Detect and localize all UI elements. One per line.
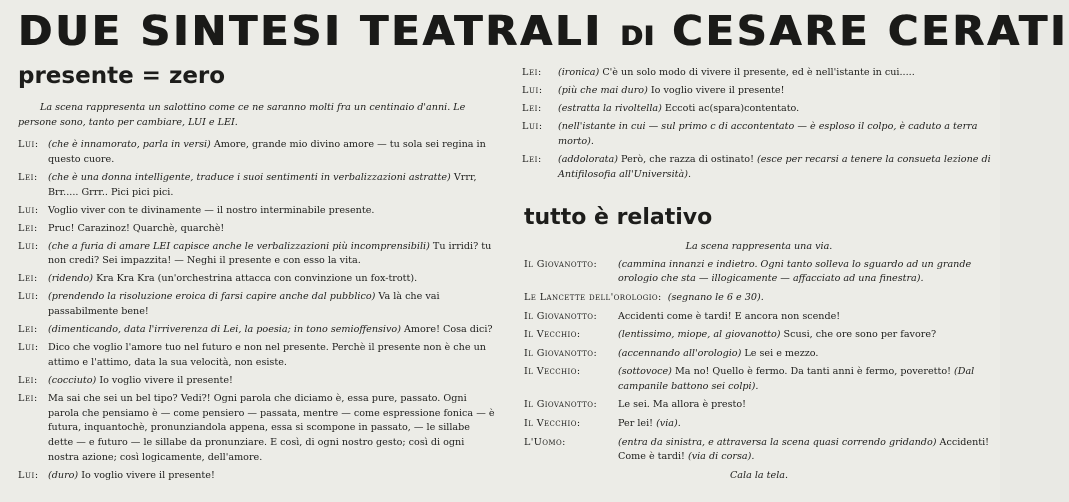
line-text	[618, 347, 994, 361]
play1-dialogue-continued	[522, 66, 992, 182]
dialogue-line	[524, 365, 994, 394]
line-text	[48, 171, 496, 201]
dialogue-line	[18, 272, 496, 287]
line-text	[48, 290, 496, 320]
play1-title: presente = zero	[18, 63, 226, 89]
play1-intro: La scena rappresenta un salottino come ce ne saranno molti fra un centinaio d'anni. Le persone sono, tanto per cambiare, LUI e LEI.	[18, 102, 466, 128]
line-text	[558, 120, 992, 150]
dialogue-line	[18, 290, 496, 320]
spoken-text: Amore! Cosa dici?	[400, 324, 493, 336]
line-text	[48, 240, 496, 270]
main-title-part3: CESARE CERATI	[654, 7, 1069, 55]
stage-direction: (cocciuto)	[48, 374, 97, 386]
speaker-name: L'Uomo:	[524, 436, 566, 448]
speaker-name: Lei:	[18, 392, 38, 404]
dialogue-line	[524, 417, 994, 431]
speaker-name: Il Giovanotto:	[524, 259, 598, 270]
dialogue-line	[18, 469, 496, 484]
line-text	[618, 310, 994, 324]
stage-direction: (ironica)	[558, 67, 600, 78]
speaker-name: Lei:	[522, 67, 542, 78]
play2-title: tutto è relativo	[524, 205, 713, 230]
line-text	[618, 258, 994, 287]
line-text	[48, 341, 496, 371]
dialogue-line	[18, 240, 496, 270]
dialogue-line	[522, 153, 992, 183]
speaker-name: Il Giovanotto:	[524, 310, 598, 322]
line-text	[618, 365, 994, 394]
stage-direction: (esce per recarsi a tenere la consueta lezione di Antifilosofia all'Università).	[558, 153, 991, 180]
speaker-name: Lui:	[522, 84, 543, 96]
spoken-text: Però, che razza di ostinato!	[618, 153, 757, 165]
stage-direction: (cammina innanzi e indietro. Ogni tanto solleva lo sguardo ad un grande orologio che sta — illogicamente — affacciato ad una finestra).	[618, 259, 972, 285]
spoken-text: Per lei!	[618, 417, 657, 429]
stage-direction: (duro)	[48, 470, 79, 481]
stage-direction: (che a furia di amare LEI capisce anche le verbalizzazioni più incomprensibili)	[48, 240, 430, 252]
speaker-name: Le Lancette dell'orologio:	[524, 292, 662, 303]
line-text	[48, 374, 496, 389]
dialogue-line	[18, 341, 496, 371]
spoken-text: Vrrr, Brr..... Grrr.. Pici pici pici.	[48, 171, 477, 198]
dialogue-line	[524, 398, 994, 412]
speaker-name: Lui:	[18, 291, 39, 303]
stage-direction: (estratta la rivoltella)	[558, 102, 662, 114]
spoken-text: Io voglio vivere il presente!	[96, 374, 233, 386]
line-text	[48, 392, 496, 466]
line-text	[48, 469, 496, 484]
speaker-name: Il Vecchio:	[524, 366, 581, 378]
speaker-name: Il Vecchio:	[524, 329, 581, 341]
spoken-text: Dico che voglio l'amore tuo nel futuro e non nel presente. Perchè il presente non è che un attimo e l'attimo, data la sua velocità, non esiste.	[48, 342, 486, 368]
line-text	[48, 323, 496, 338]
dialogue-line	[522, 84, 992, 99]
stage-direction: (via).	[656, 417, 681, 429]
spoken-text: Amore, grande mio divino amore — tu sola sei regina in questo cuore.	[48, 139, 486, 165]
main-title	[18, 4, 1069, 58]
play2-intro: La scena rappresenta una via.	[685, 241, 833, 252]
spoken-text: Accidenti come è tardi! E ancora non scende!	[618, 310, 841, 322]
line-text	[618, 398, 994, 412]
play1-continued	[522, 66, 992, 186]
speaker-name: Lui:	[18, 204, 39, 216]
speaker-name: Lei:	[522, 153, 542, 165]
stage-direction: (che è una donna intelligente, traduce i suoi sentimenti in verbalizzazioni astratte)	[48, 171, 451, 183]
line-text	[618, 328, 994, 342]
dialogue-line	[522, 102, 992, 117]
stage-direction: (più che mai duro)	[558, 84, 648, 96]
line-text	[558, 153, 992, 183]
speaker-name: Lei:	[18, 273, 38, 285]
play1-dialogue	[18, 138, 496, 484]
stage-direction: (Dal campanile battono sei colpi).	[618, 366, 975, 392]
spoken-text: Eccoti ac(spara)contentato.	[661, 102, 800, 114]
speaker-name: Lei:	[522, 102, 542, 114]
spoken-text: Scusi, che ore sono per favore?	[780, 329, 937, 341]
spoken-text: Io voglio vivere il presente!	[647, 84, 785, 96]
line-text	[48, 222, 496, 237]
dialogue-line	[18, 138, 496, 168]
line-text	[48, 272, 496, 287]
spoken-text: Pruc! Carazinoz! Quarchè, quarchè!	[48, 222, 225, 234]
line-text	[668, 291, 994, 305]
dialogue-line	[522, 120, 992, 150]
line-text	[558, 102, 992, 117]
spoken-text: Va là che vai passabilmente bene!	[48, 291, 440, 318]
speaker-name: Lei:	[18, 171, 38, 183]
line-text	[618, 417, 994, 431]
stage-direction: (segnano le 6 e 30).	[667, 292, 764, 303]
stage-direction: (addolorata)	[558, 153, 618, 165]
dialogue-line	[18, 392, 496, 466]
dialogue-line	[18, 323, 496, 338]
stage-direction: (che è innamorato, parla in versi)	[48, 139, 211, 150]
dialogue-line	[18, 171, 496, 201]
spoken-text: C'è un solo modo di vivere il presente, ed è nell'istante in cui.....	[599, 67, 915, 78]
speaker-name: Lui:	[18, 470, 39, 481]
speaker-name: Lei:	[18, 324, 38, 336]
spoken-text: Ma sai che sei un bel tipo? Vedi?! Ogni parola che diciamo è, essa pure, passato. Ogni parola che pensiamo è — come pensiero — passata, mentre — come espressione fonica — è futura, inquantochè, pronunziandola appena, essa si scompone in passato, — le sillabe dette — e futuro — le sillabe da pronunziare. E così, di ogni nostro gesto; così di ogni nostra azione; così logicamente, dell'amore.	[48, 392, 495, 464]
main-title-part2: DI	[620, 21, 655, 52]
stage-direction: (nell'istante in cui — sul primo c di accontentato — è esploso il colpo, è caduto a terra morto).	[558, 120, 978, 147]
line-text	[558, 66, 992, 81]
spoken-text: Kra Kra Kra (un'orchestrina attacca con convinzione un fox-trott).	[93, 273, 418, 285]
speaker-name: Lui:	[18, 139, 39, 150]
spoken-text: Io voglio vivere il presente!	[78, 470, 215, 481]
dialogue-line	[524, 328, 994, 342]
play1-column	[18, 62, 496, 487]
spoken-text: Le sei. Ma allora è presto!	[618, 399, 746, 411]
line-text	[618, 436, 994, 465]
stage-direction: (dimenticando, data l'irriverenza di Lei, la poesia; in tono semioffensivo)	[48, 324, 401, 336]
dialogue-line	[524, 258, 994, 287]
stage-direction: (accennando all'orologio)	[618, 347, 742, 359]
spoken-text: Le sei e mezzo.	[741, 347, 819, 359]
stage-direction: (ridendo)	[48, 273, 94, 285]
dialogue-line	[524, 291, 994, 305]
stage-direction: (sottovoce)	[618, 366, 672, 378]
stage-direction: (via di corsa).	[687, 450, 755, 462]
speaker-name: Lei:	[18, 222, 38, 234]
speaker-name: Il Vecchio:	[524, 417, 581, 429]
dialogue-line	[18, 374, 496, 389]
dialogue-line	[18, 222, 496, 237]
play2-dialogue	[524, 258, 994, 464]
line-text	[48, 204, 496, 219]
spoken-text: Voglio viver con te divinamente — il nostro interminabile presente.	[48, 204, 375, 216]
speaker-name: Il Giovanotto:	[524, 347, 598, 359]
line-text	[48, 138, 496, 168]
speaker-name: Lui:	[18, 240, 39, 252]
spoken-text: Ma no! Quello è fermo. Da tanti anni è fermo, poveretto!	[671, 366, 955, 378]
spoken-text: Accidenti! Come è tardi!	[618, 436, 990, 462]
stage-direction: (entra da sinistra, e attraversa la scena quasi correndo gridando)	[618, 436, 937, 448]
stage-direction: (lentissimo, miope, al giovanotto)	[618, 329, 781, 341]
speaker-name: Lui:	[522, 120, 543, 132]
speaker-name: Lei:	[18, 374, 38, 386]
dialogue-line	[524, 436, 994, 465]
dialogue-line	[524, 347, 994, 361]
stage-direction: (prendendo la risoluzione eroica di farsi capire anche dal pubblico)	[48, 291, 376, 303]
speaker-name: Lui:	[18, 342, 39, 354]
speaker-name: Il Giovanotto:	[524, 399, 598, 411]
main-title-part1: DUE SINTESI TEATRALI	[18, 7, 621, 55]
spoken-text: Tu irridi? tu non credi? Sei impazzita! — Neghi il presente e con esso la vita.	[48, 240, 492, 267]
play2-column	[524, 204, 994, 483]
dialogue-line	[18, 204, 496, 219]
line-text	[558, 84, 992, 99]
dialogue-line	[522, 66, 992, 81]
play2-ending: Cala la tela.	[729, 469, 789, 481]
dialogue-line	[524, 310, 994, 324]
